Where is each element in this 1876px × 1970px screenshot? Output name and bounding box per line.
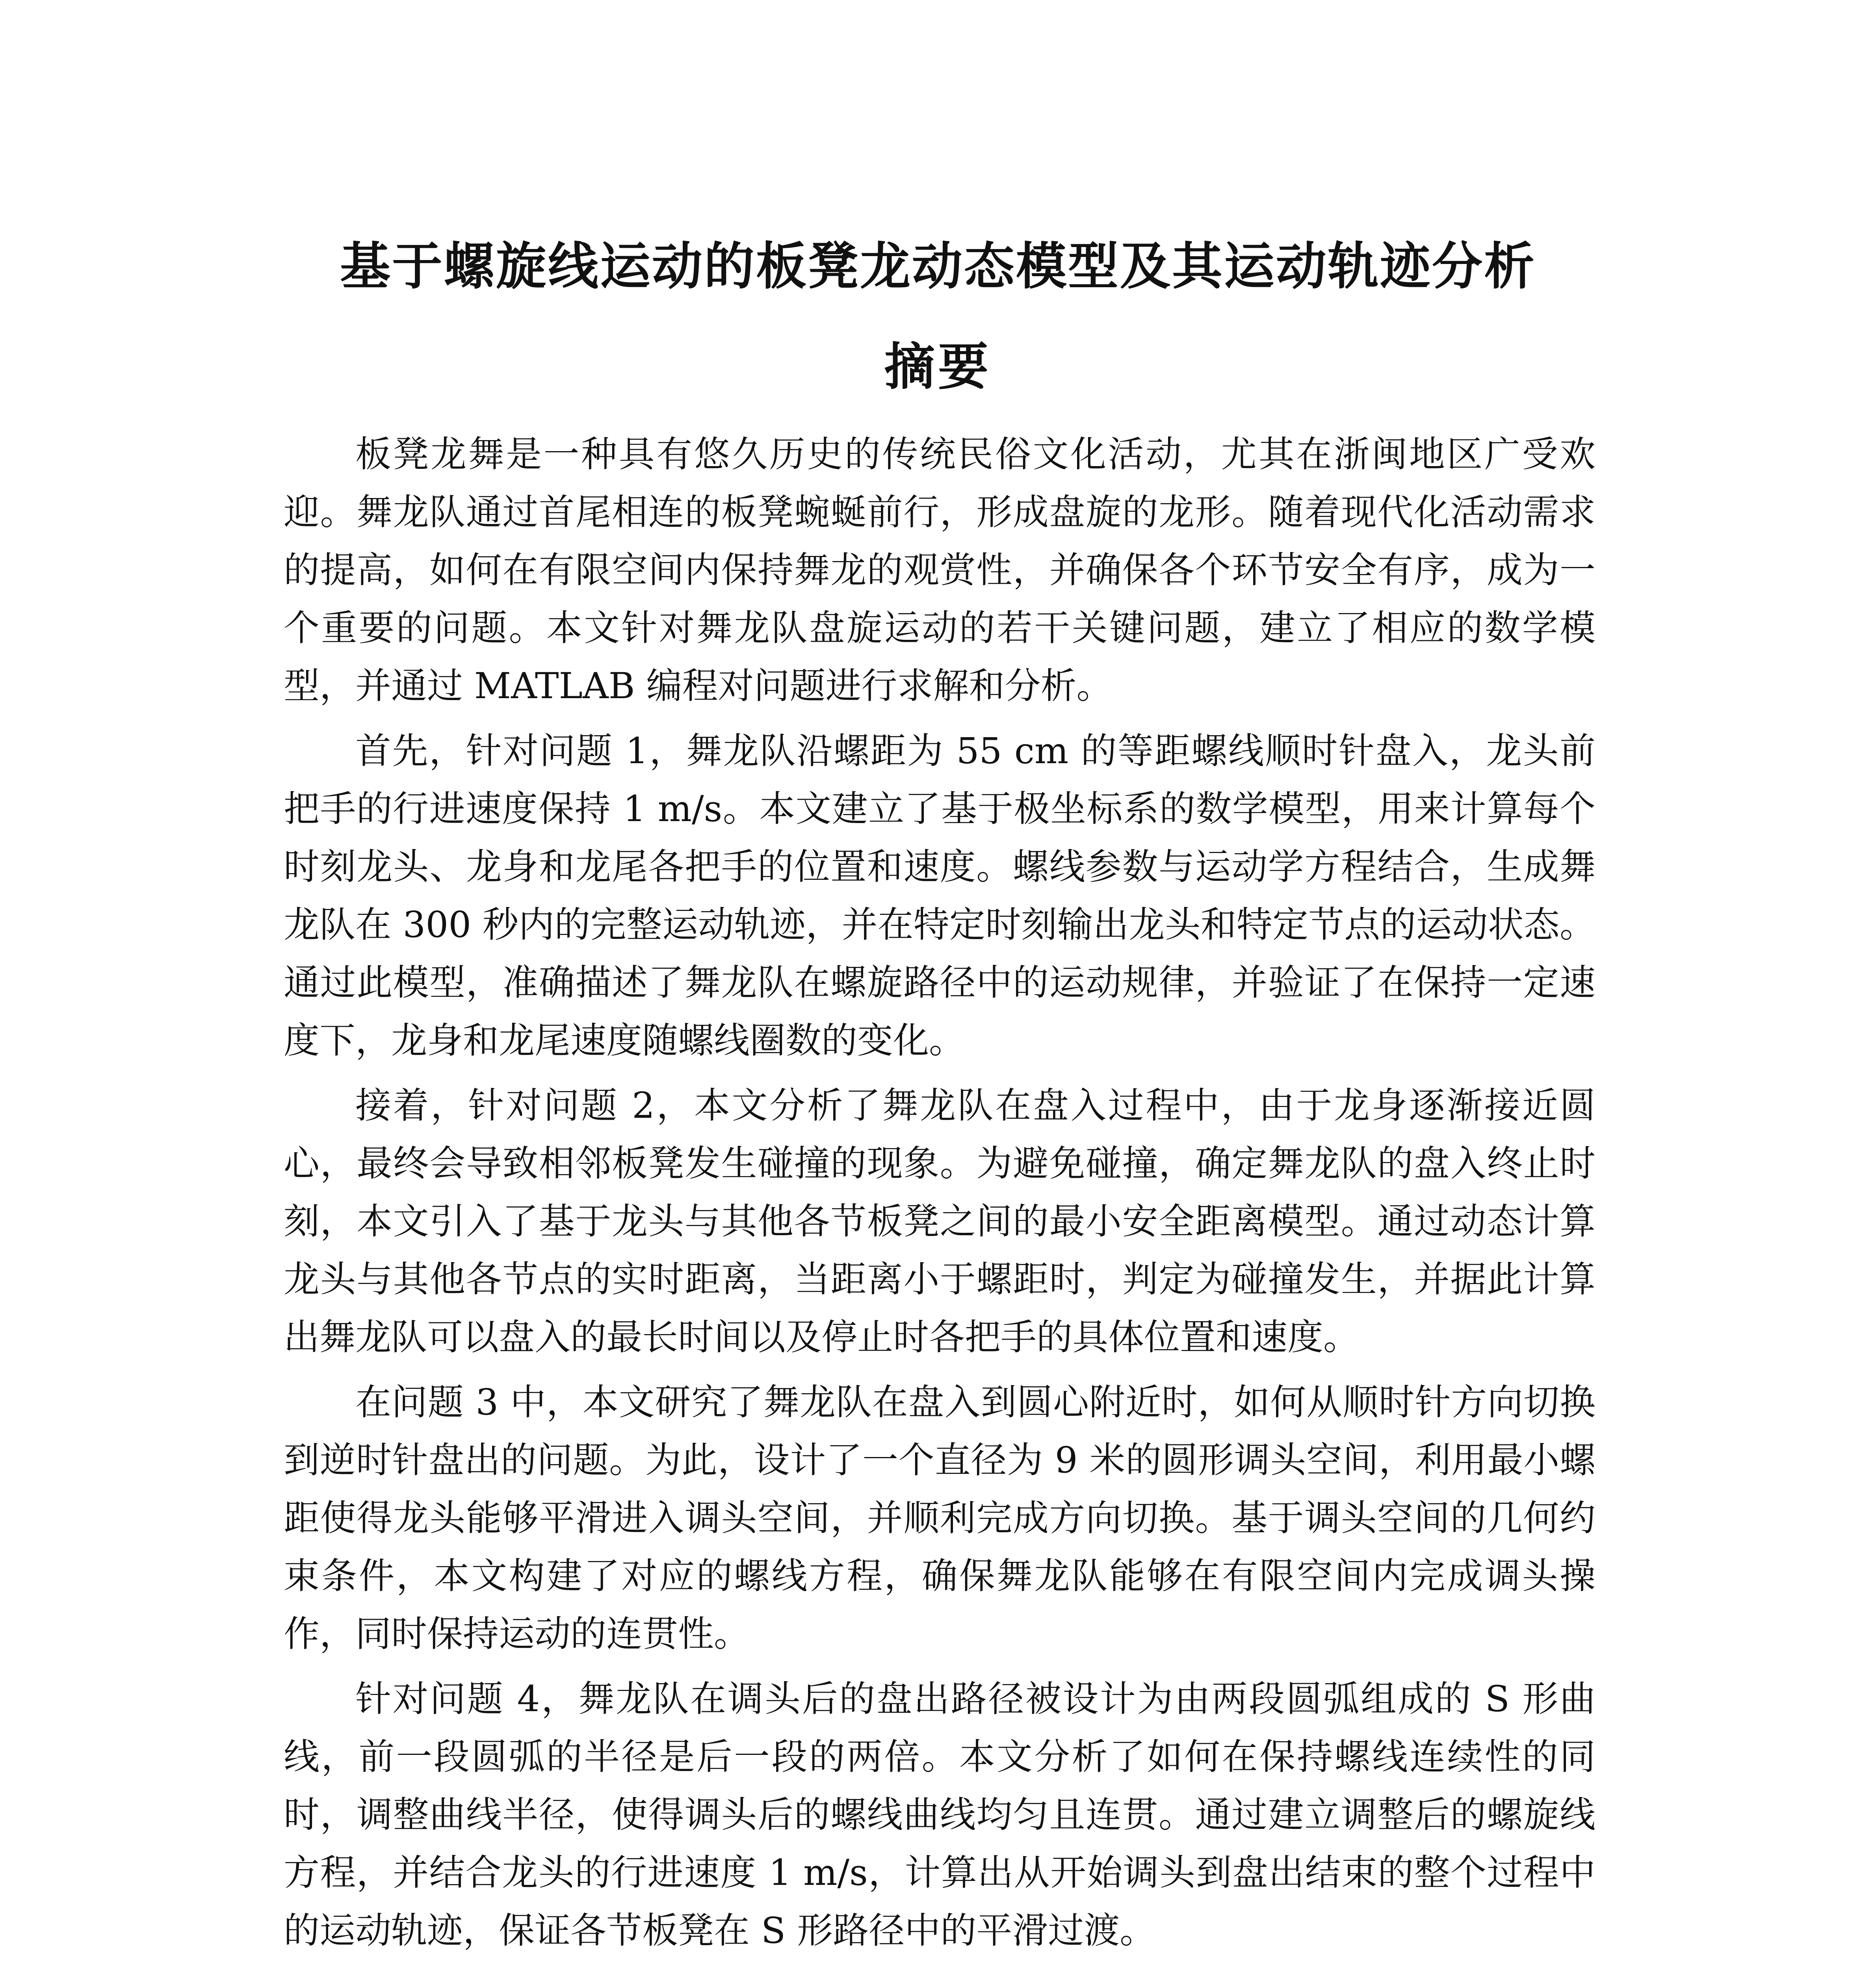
abstract-paragraph-1: 板凳龙舞是一种具有悠久历史的传统民俗文化活动，尤其在浙闽地区广受欢迎。舞龙队通过首尾相连的板凳蜿蜒前行，形成盘旋的龙形。随着现代化活动需求的提高，如何在有限空间内保持舞龙的观赏性，并确保各个环节安全有序，成为一个重要的问题。本文针对舞龙队盘旋运动的若干关键问题，建立了相应的数学模型，并通过 MATLAB 编程对问题进行求解和分析。: [284, 434, 1596, 707]
abstract-paragraph-5: 针对问题 4，舞龙队在调头后的盘出路径被设计为由两段圆弧组成的 S 形曲线，前一段圆弧的半径是后一段的两倍。本文分析了如何在保持螺线连续性的同时，调整曲线半径，使得调头后的螺线曲线均匀且连贯。通过建立调整后的螺旋线方程，并结合龙头的行进速度 1 m/s，计算出从开始调头到盘出结束的整个过程中的运动轨迹，保证各节板凳在 S 形路径中的平滑过渡。: [284, 1678, 1596, 1951]
abstract-paragraph-4: 在问题 3 中，本文研究了舞龙队在盘入到圆心附近时，如何从顺时针方向切换到逆时针盘出的问题。为此，设计了一个直径为 9 米的圆形调头空间，利用最小螺距使得龙头能够平滑进入调头空间，并顺利完成方向切换。基于调头空间的几何约束条件，本文构建了对应的螺线方程，确保舞龙队能够在有限空间内完成调头操作，同时保持运动的连贯性。: [284, 1382, 1596, 1655]
abstract-paragraph-6: [284, 1967, 1596, 1970]
page-title: 基于螺旋线运动的板凳龙动态模型及其运动轨迹分析: [340, 237, 1536, 296]
abstract-body: [284, 426, 1596, 1970]
abstract-paragraph-2: 首先，针对问题 1，舞龙队沿螺距为 55 cm 的等距螺线顺时针盘入，龙头前把手的行进速度保持 1 m/s。本文建立了基于极坐标系的数学模型，用来计算每个时刻龙头、龙身和龙尾各把手的位置和速度。螺线参数与运动学方程结合，生成舞龙队在 300 秒内的完整运动轨迹，并在特定时刻输出龙头和特定节点的运动状态。通过此模型，准确描述了舞龙队在螺旋路径中的运动规律，并验证了在保持一定速度下，龙身和龙尾速度随螺线圈数的变化。: [284, 730, 1596, 1061]
abstract-paragraph-3: 接着，针对问题 2，本文分析了舞龙队在盘入过程中，由于龙身逐渐接近圆心，最终会导致相邻板凳发生碰撞的现象。为避免碰撞，确定舞龙队的盘入终止时刻，本文引入了基于龙头与其他各节板凳之间的最小安全距离模型。通过动态计算龙头与其他各节点的实时距离，当距离小于螺距时，判定为碰撞发生，并据此计算出舞龙队可以盘入的最长时间以及停止时各把手的具体位置和速度。: [284, 1085, 1596, 1358]
abstract-heading: 摘要: [884, 337, 992, 396]
